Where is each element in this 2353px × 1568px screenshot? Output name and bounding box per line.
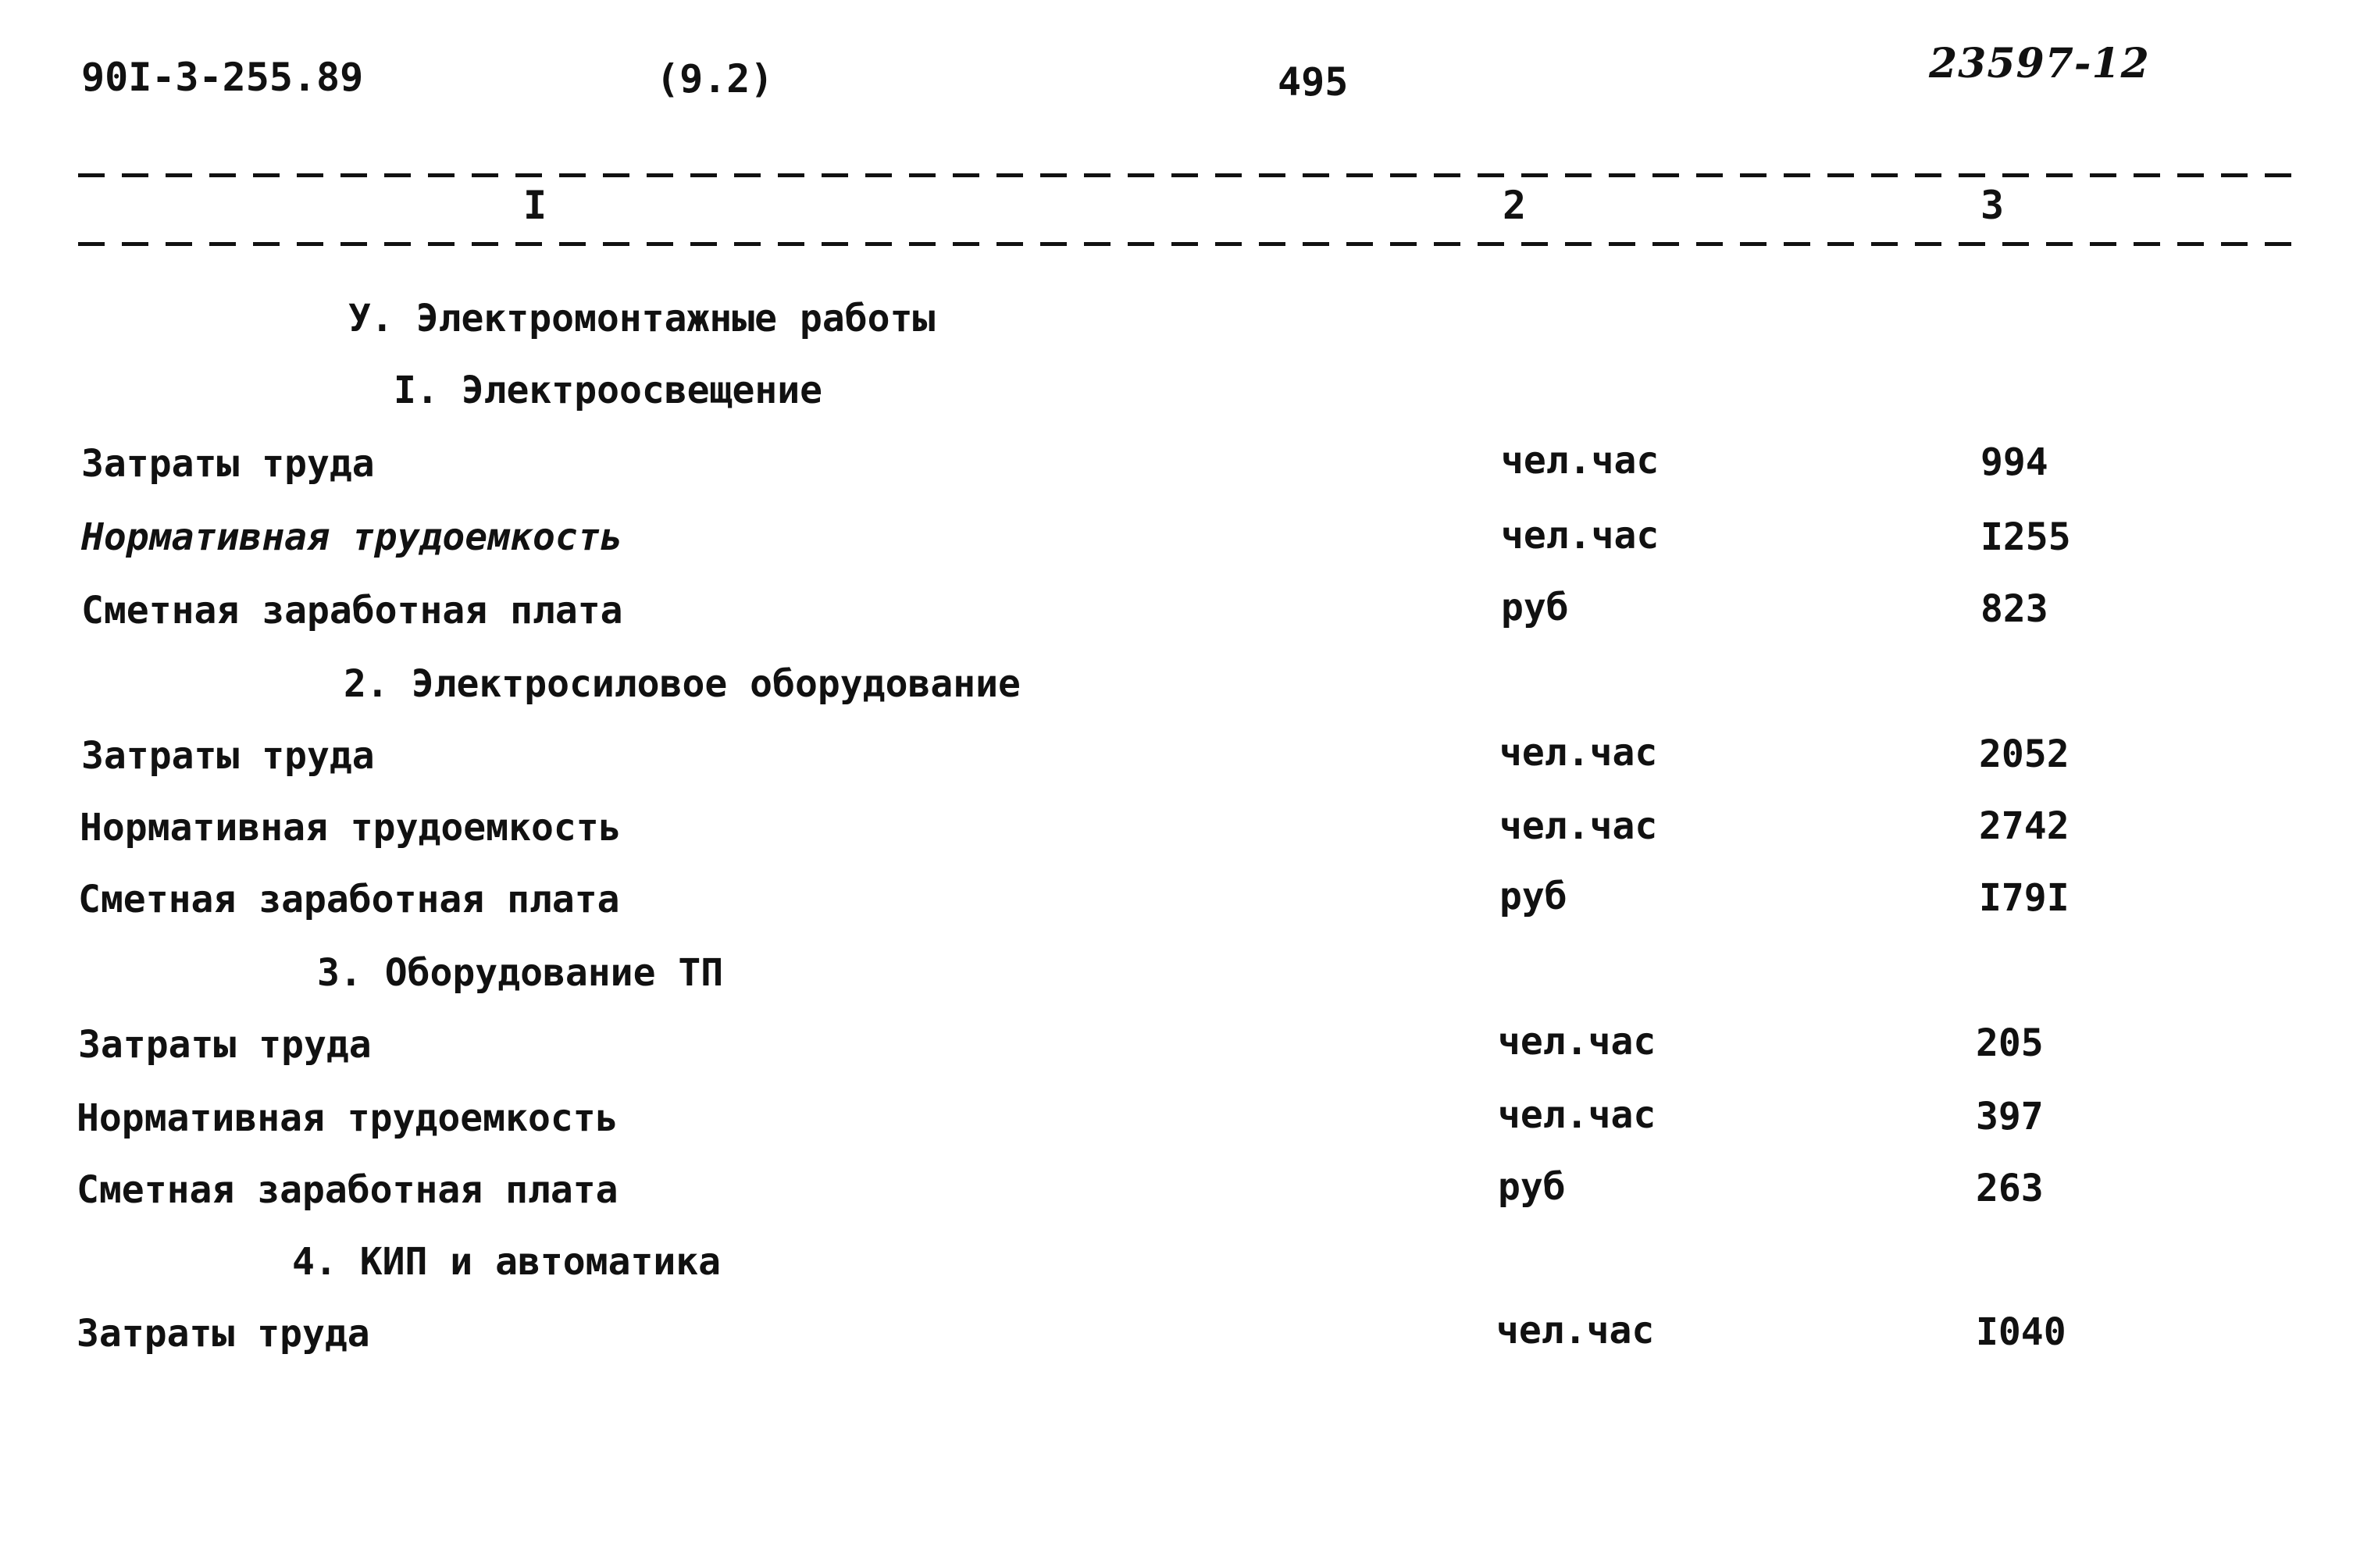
row-label: Нормативная трудоемкость: [80, 806, 622, 850]
column-header-1: I: [523, 183, 547, 228]
row-value: 2052: [1979, 732, 2070, 776]
table-header-bottom-rule: [78, 242, 2296, 246]
subsection-title: 3. Оборудование ТП: [317, 951, 724, 995]
subsection-title: 2. Электросиловое оборудование: [344, 662, 1021, 706]
row-label: Затраты труда: [78, 1023, 372, 1067]
row-unit: руб: [1501, 586, 1569, 629]
row-label: Затраты труда: [81, 734, 375, 778]
row-label: Нормативная трудоемкость: [77, 1096, 619, 1140]
row-unit: чел.час: [1499, 804, 1658, 848]
handwritten-stamp-number: 23597-12: [1929, 40, 2150, 87]
row-label: Сметная заработная плата: [78, 878, 620, 921]
table-header-top-rule: [78, 173, 2296, 177]
row-unit: руб: [1499, 875, 1567, 918]
row-unit: чел.час: [1501, 439, 1660, 483]
row-unit: руб: [1498, 1165, 1566, 1209]
row-value: I040: [1976, 1310, 2066, 1354]
row-unit: чел.час: [1501, 514, 1660, 558]
row-value: 263: [1976, 1167, 2044, 1210]
document-code: 90I-3-255.89: [81, 55, 364, 100]
row-unit: чел.час: [1499, 731, 1658, 775]
row-value: I255: [1980, 515, 2071, 559]
sheet-reference: (9.2): [656, 56, 774, 102]
row-label: Затраты труда: [81, 442, 375, 486]
row-label: Затраты труда: [77, 1312, 370, 1356]
row-unit: чел.час: [1498, 1093, 1656, 1137]
page-number: 495: [1278, 59, 1349, 105]
row-value: 397: [1976, 1095, 2044, 1139]
row-label: Нормативная трудоемкость: [81, 515, 623, 559]
row-value: 994: [1980, 440, 2048, 484]
row-value: 2742: [1979, 804, 2070, 848]
subsection-title: 4. КИП и автоматика: [292, 1240, 722, 1284]
row-value: 205: [1976, 1021, 2044, 1065]
column-header-3: 3: [1980, 183, 2005, 228]
row-label: Сметная заработная плата: [77, 1168, 619, 1212]
subsection-title: I. Электроосвещение: [394, 369, 823, 412]
row-label: Сметная заработная плата: [81, 589, 623, 633]
column-header-2: 2: [1503, 183, 1527, 228]
row-unit: чел.час: [1496, 1309, 1655, 1352]
row-unit: чел.час: [1498, 1020, 1656, 1064]
section-title: У. Электромонтажные работы: [348, 297, 936, 340]
row-value: 823: [1980, 587, 2048, 631]
row-value: I79I: [1979, 876, 2070, 920]
